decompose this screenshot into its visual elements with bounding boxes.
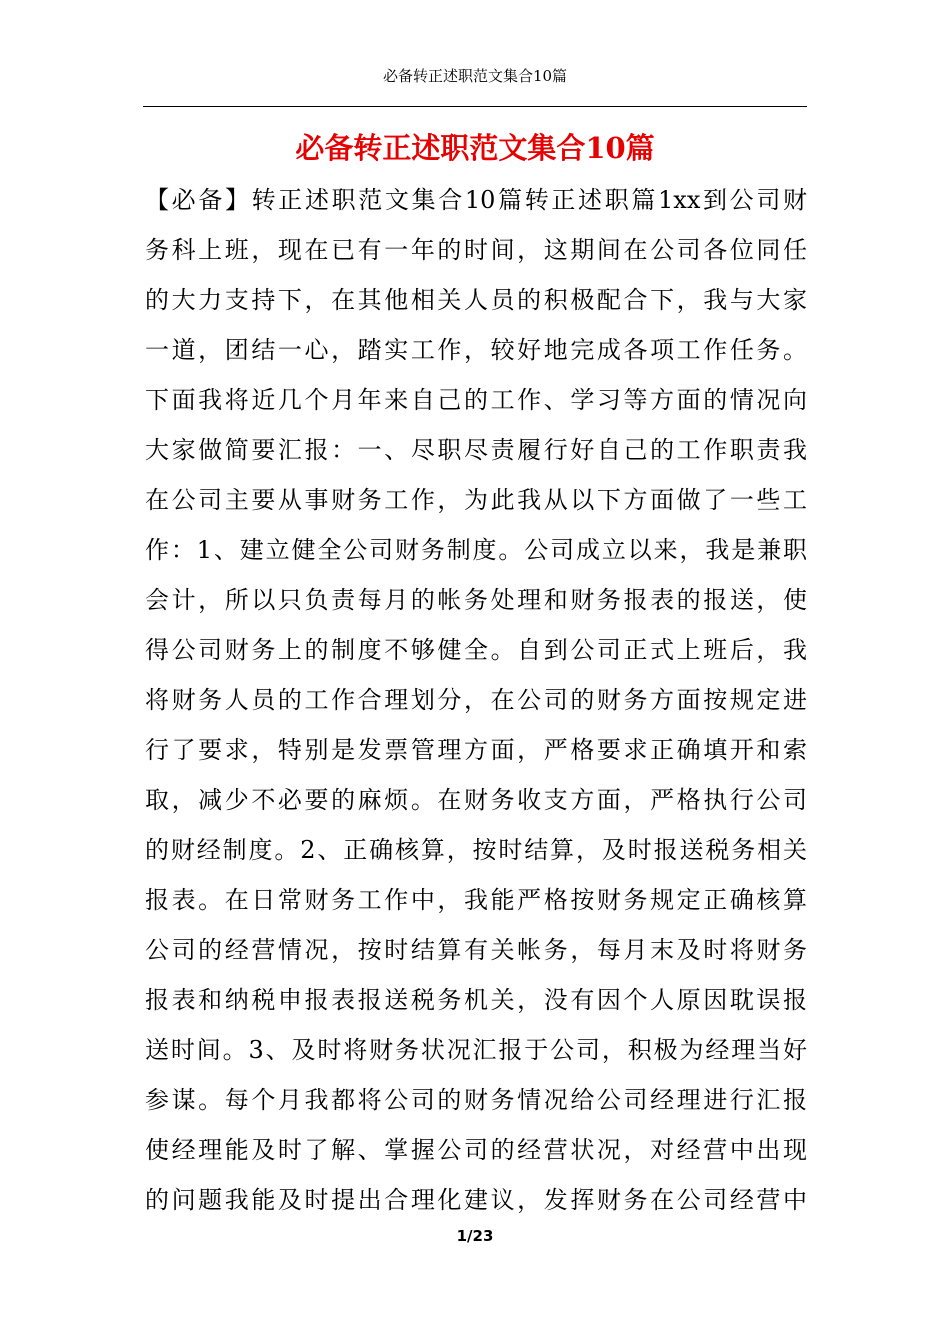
body-line: 的问题我能及时提出合理化建议，发挥财务在公司经营中: [145, 1186, 807, 1214]
body-line: 下面我将近几个月年来自己的工作、学习等方面的情况向: [145, 386, 807, 414]
body-line: 大家做简要汇报：一、尽职尽责履行好自己的工作职责我: [145, 436, 807, 464]
body-line: 参谋。每个月我都将公司的财务情况给公司经理进行汇报: [145, 1086, 807, 1114]
body-line: 会计，所以只负责每月的帐务处理和财务报表的报送，使: [145, 586, 807, 614]
body-line: 报表。在日常财务工作中，我能严格按财务规定正确核算: [145, 886, 807, 914]
body-line: 将财务人员的工作合理划分，在公司的财务方面按规定进: [145, 686, 807, 714]
body-line: 一道，团结一心，踏实工作，较好地完成各项工作任务。: [145, 336, 807, 364]
body-line: 的财经制度。2、正确核算，按时结算，及时报送税务相关: [145, 836, 807, 864]
document-body: [145, 175, 807, 1225]
header-divider: [143, 106, 807, 107]
body-line: 行了要求，特别是发票管理方面，严格要求正确填开和索: [145, 736, 807, 764]
body-line: 报表和纳税申报表报送税务机关，没有因个人原因耽误报: [145, 986, 807, 1014]
body-line: 务科上班，现在已有一年的时间，这期间在公司各位同任: [145, 236, 807, 264]
page-number: 1/23: [456, 1227, 494, 1245]
body-line: 公司的经营情况，按时结算有关帐务，每月末及时将财务: [145, 936, 807, 964]
body-line: 得公司财务上的制度不够健全。自到公司正式上班后，我: [145, 636, 807, 664]
document-title: 必备转正述职范文集合10篇: [295, 131, 655, 165]
body-line: 使经理能及时了解、掌握公司的经营状况，对经营中出现: [145, 1136, 807, 1164]
body-line: 的大力支持下，在其他相关人员的积极配合下，我与大家: [145, 286, 807, 314]
body-line: 在公司主要从事财务工作，为此我从以下方面做了一些工: [145, 486, 807, 514]
body-line: 送时间。3、及时将财务状况汇报于公司，积极为经理当好: [145, 1036, 807, 1064]
running-header: 必备转正述职范文集合10篇: [382, 67, 568, 85]
body-line: 取，减少不必要的麻烦。在财务收支方面，严格执行公司: [145, 786, 807, 814]
body-line: 【必备】转正述职范文集合10篇转正述职篇1xx到公司财: [145, 186, 807, 214]
body-line: 作：1、建立健全公司财务制度。公司成立以来，我是兼职: [145, 536, 807, 564]
